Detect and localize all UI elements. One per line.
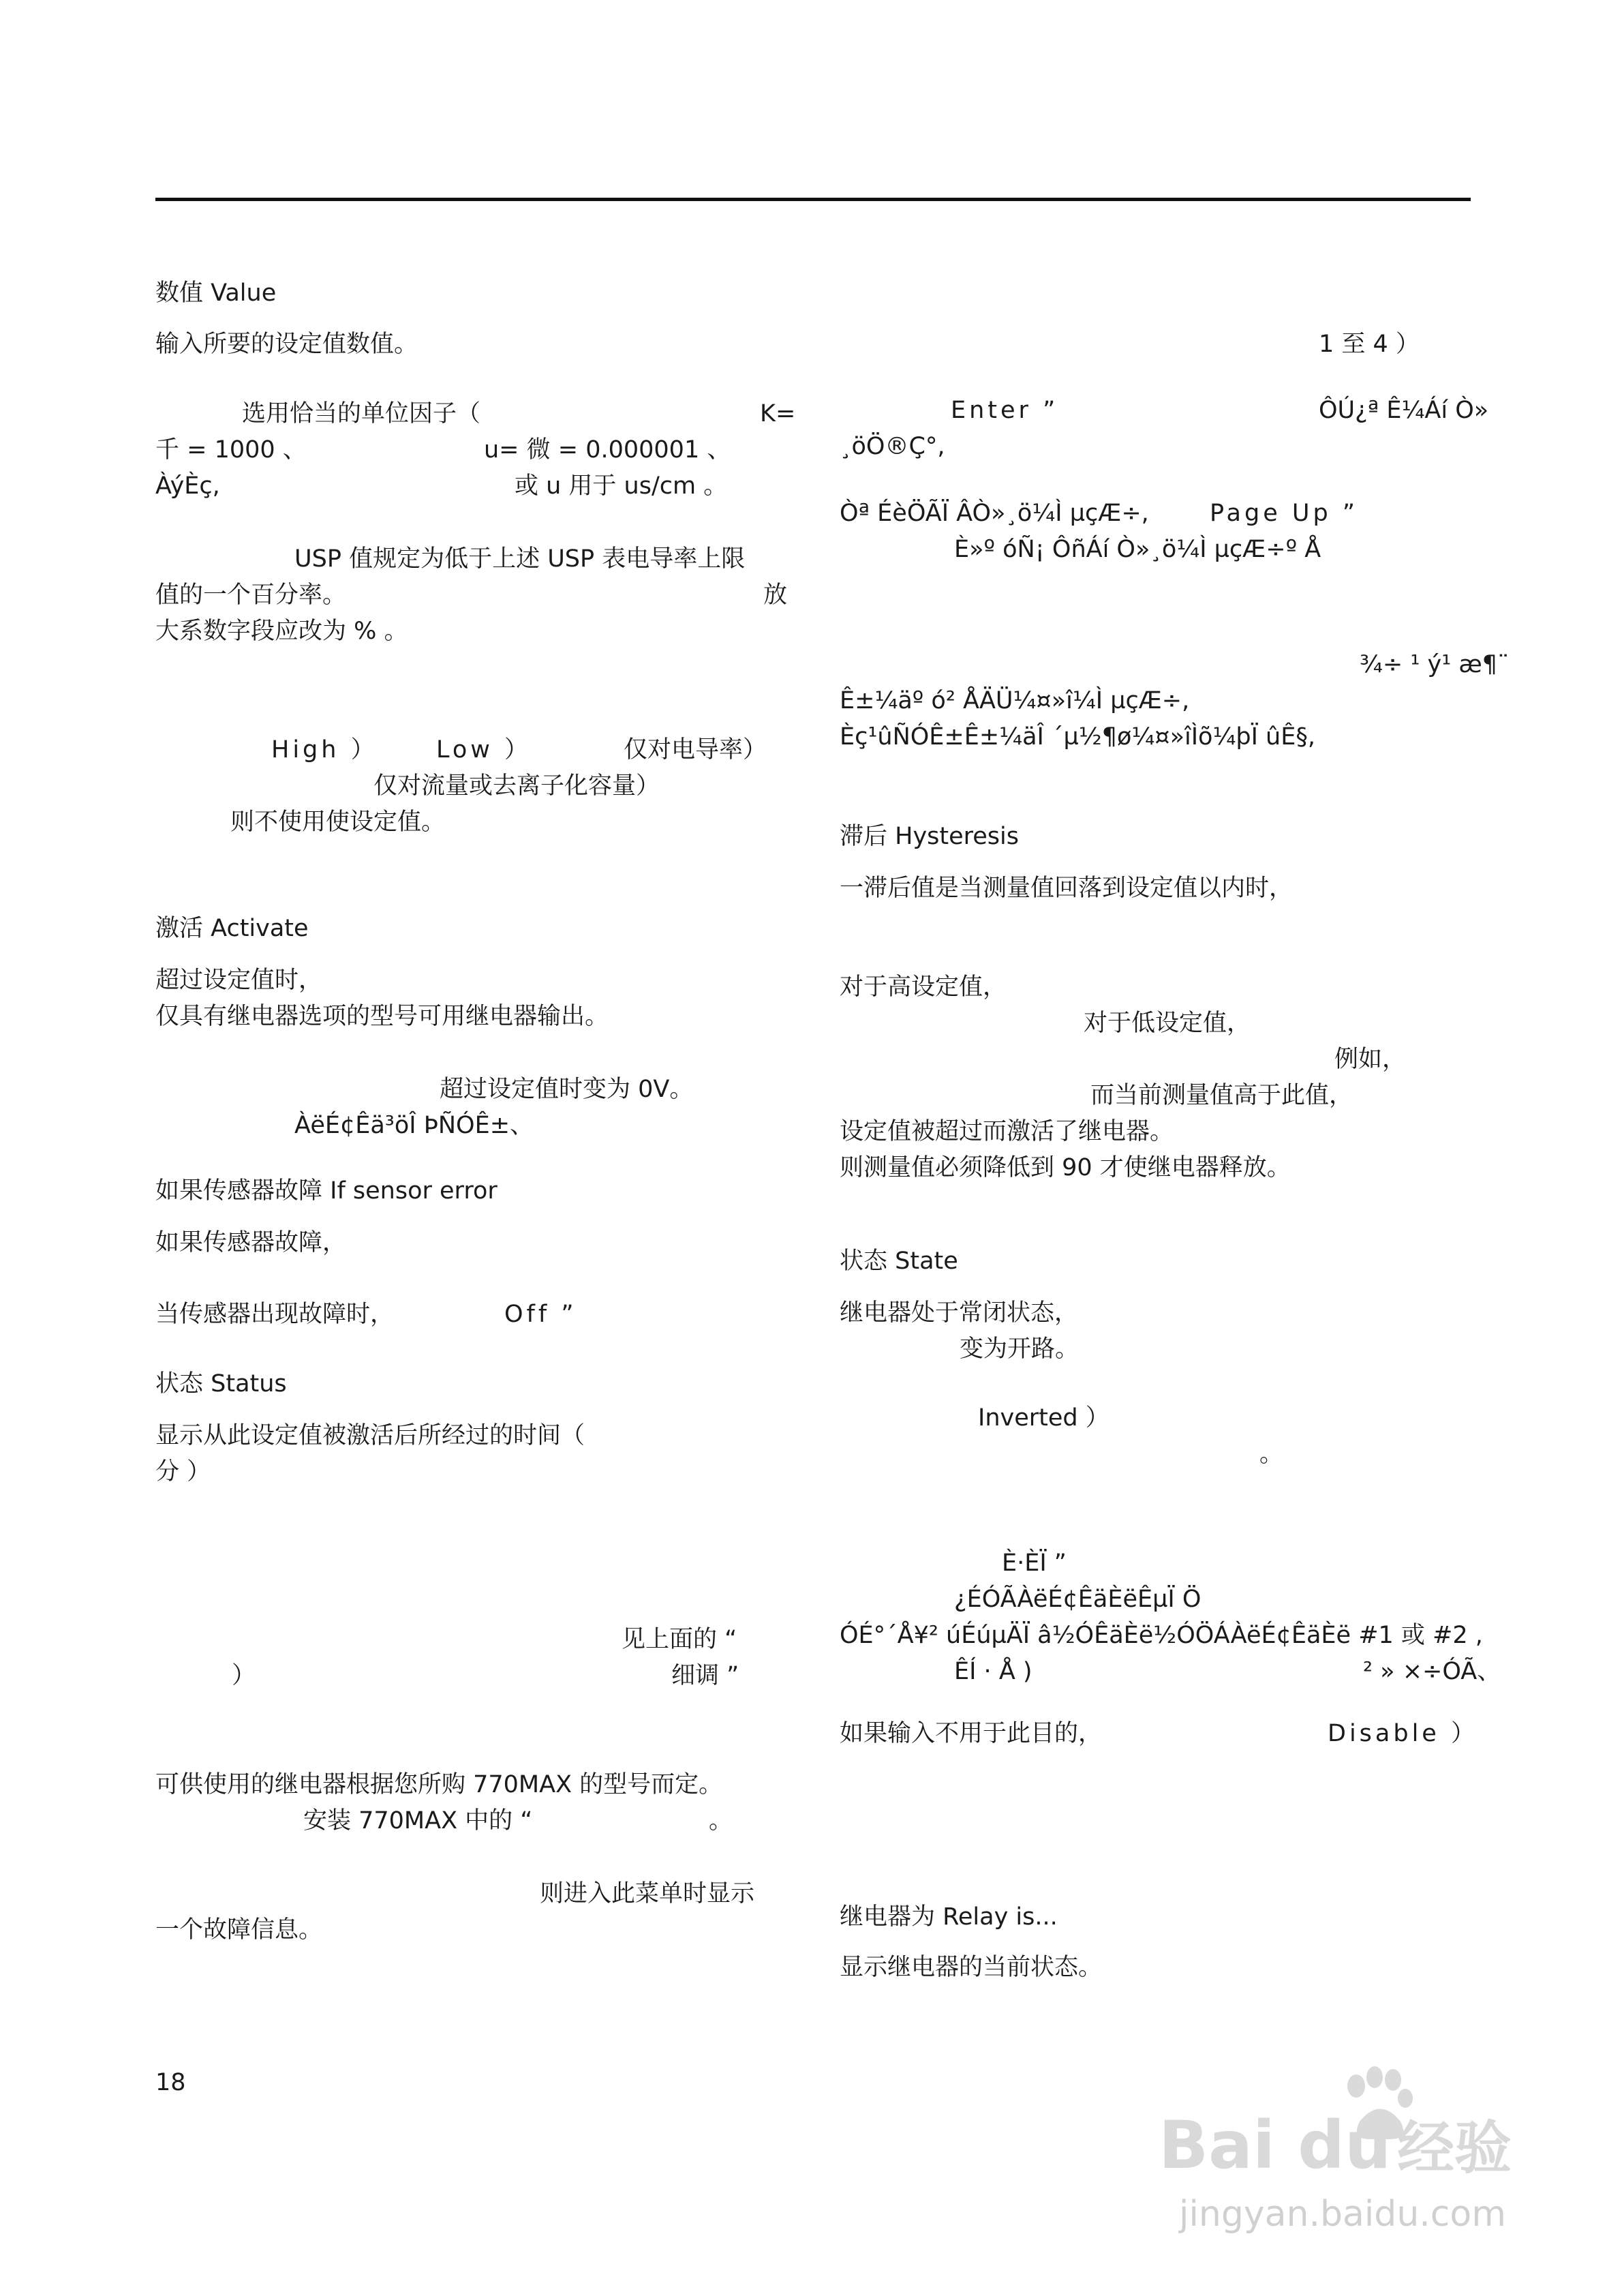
state-heading: 状态 State xyxy=(840,1248,958,1275)
inverted: Inverted ） xyxy=(978,1404,1110,1432)
low-setpoint: 对于低设定值， xyxy=(1084,1010,1251,1037)
state-line-2: 变为开路。 xyxy=(960,1335,1080,1363)
activate-heading: 激活 Activate xyxy=(155,915,309,942)
garbled-12: ² » ×÷ÓÃ、 xyxy=(1363,1658,1501,1685)
garbled-6: Ê±¼äº ó² ÅÄÜ¼¤»î¼Ì µçÆ÷, xyxy=(840,687,1190,714)
garbled-7: Èç¹ûÑÓÊ±Ê±¼äÎ ´µ½¶ø¼¤»îÌõ¼þÏ ûÊ§, xyxy=(840,723,1315,751)
value-description: 输入所要的设定值数值。 xyxy=(155,331,418,358)
sensor-error-line-2: 当传感器出现故障时， xyxy=(155,1301,395,1328)
high-label: High ） xyxy=(271,736,378,764)
low-label: Low ） xyxy=(436,736,532,764)
relay-is-description: 显示继电器的当前状态。 xyxy=(840,1954,1103,1981)
high-setpoint: 对于高设定值， xyxy=(840,973,1007,1001)
see-above: 见上面的 “ xyxy=(622,1626,737,1653)
garbled-9: ¿ÉÓÃÀëÉ¢ÊäÈëÊµÏ Ö xyxy=(954,1586,1202,1613)
status-heading: 状态 Status xyxy=(155,1370,287,1398)
enter-key: Enter ” xyxy=(951,397,1059,424)
example: 例如， xyxy=(1334,1046,1407,1073)
install-line: 安装 770MAX 中的 “ xyxy=(303,1807,533,1834)
period: 。 xyxy=(1259,1440,1284,1468)
disable-option: Disable ） xyxy=(1328,1720,1478,1747)
usp-line-2: 值的一个百分率。 xyxy=(155,581,347,609)
watermark-brand: Bai du xyxy=(1159,2107,1392,2184)
header-rule xyxy=(155,198,1471,201)
fine-tune: 细调 ” xyxy=(671,1662,739,1689)
page-up-key: Page Up ” xyxy=(1210,500,1358,527)
unit-factor-line: 选用恰当的单位因子（ xyxy=(242,400,481,427)
activate-line-4: ÀëÉ¢Êä³öÎ ÞÑÓÊ±、 xyxy=(294,1112,534,1139)
state-line-1: 继电器处于常闭状态， xyxy=(840,1299,1079,1327)
current-higher: 而当前测量值高于此值， xyxy=(1090,1082,1353,1109)
menu-error-line-1: 则进入此菜单时显示 xyxy=(540,1880,755,1907)
garbled-11: ÊÍ · Å ) xyxy=(954,1658,1032,1685)
drop-to-release: 则测量值必须降低到 90 才使继电器释放。 xyxy=(840,1154,1291,1181)
usp-line-1: USP 值规定为低于上述 USP 表电导率上限 xyxy=(294,545,746,573)
sensor-error-heading: 如果传感器故障 If sensor error xyxy=(155,1177,498,1205)
activate-line-1: 超过设定值时， xyxy=(155,967,323,994)
usp-line-3: 大系数字段应改为 % 。 xyxy=(155,618,408,645)
hysteresis-line-1: 一滞后值是当测量值回落到设定值以内时， xyxy=(840,875,1294,902)
garbled-8: È·ÈÏ ” xyxy=(1002,1550,1067,1577)
sensor-error-line-1: 如果传感器故障， xyxy=(155,1229,347,1256)
setpoint-exceeded: 设定值被超过而激活了继电器。 xyxy=(840,1118,1174,1145)
watermark-jingyan: 经验 xyxy=(1397,2115,1512,2181)
garbled-10: ÓÉ°´Å¥² úÉúµÄÏ â½ÓÊäÈë½ÓÖÁÀëÉ¢ÊäÈë #1 或 #2 , xyxy=(840,1622,1483,1649)
menu-error-line-2: 一个故障信息。 xyxy=(155,1916,323,1944)
unit-k: K= xyxy=(760,400,796,427)
relay-availability: 可供使用的继电器根据您所购 770MAX 的型号而定。 xyxy=(155,1771,723,1798)
closing-paren: ） xyxy=(232,1662,256,1689)
unit-us-cm: 或 u 用于 us/cm 。 xyxy=(515,472,728,500)
setpoint-unused: 则不使用使设定值。 xyxy=(230,809,446,836)
activate-line-2: 仅具有继电器选项的型号可用继电器输出。 xyxy=(155,1003,609,1030)
usp-line-2-end: 放 xyxy=(763,581,788,609)
garbled-1: ÔÚ¿ª Ê¼Áí Ò» xyxy=(1319,397,1489,424)
watermark-url: jingyan.baidu.com xyxy=(1179,2194,1506,2235)
conductivity-only: 仅对电导率） xyxy=(624,736,767,764)
flow-only: 仅对流量或去离子化容量） xyxy=(373,772,660,800)
garbled-2: ¸öÖ®Ç°, xyxy=(840,433,945,460)
activate-line-3: 超过设定值时变为 0V。 xyxy=(440,1076,694,1103)
garbled-5: ¾÷ ¹ ý¹ æ¶¨ xyxy=(1360,651,1510,678)
relay-is-heading: 继电器为 Relay is... xyxy=(840,1903,1058,1931)
status-line-1: 显示从此设定值被激活后所经过的时间（ xyxy=(155,1422,585,1449)
unit-micro: u= 微 = 0.000001 、 xyxy=(484,436,731,464)
relay-range: 1 至 4 ） xyxy=(1319,331,1420,358)
value-heading: 数值 Value xyxy=(155,280,277,307)
baidu-jingyan-watermark xyxy=(1152,2059,1533,2277)
page-number: 18 xyxy=(155,2069,186,2096)
unit-example: ÀýÈç, xyxy=(155,472,220,500)
hysteresis-heading: 滞后 Hysteresis xyxy=(840,823,1019,850)
garbled-4: È»º óÑ¡ ÔñÁí Ò»¸ö¼Ì µçÆ÷º Å xyxy=(954,536,1321,563)
unit-kilo: 千 = 1000 、 xyxy=(155,436,307,464)
garbled-3: Òª ÉèÖÃÏ ÂÒ»¸ö¼Ì µçÆ÷, xyxy=(840,500,1149,527)
install-line-end: 。 xyxy=(709,1807,733,1834)
status-line-2: 分 ） xyxy=(155,1458,211,1485)
sensor-error-off: Off ” xyxy=(504,1301,577,1328)
disable-line: 如果输入不用于此目的， xyxy=(840,1720,1103,1747)
